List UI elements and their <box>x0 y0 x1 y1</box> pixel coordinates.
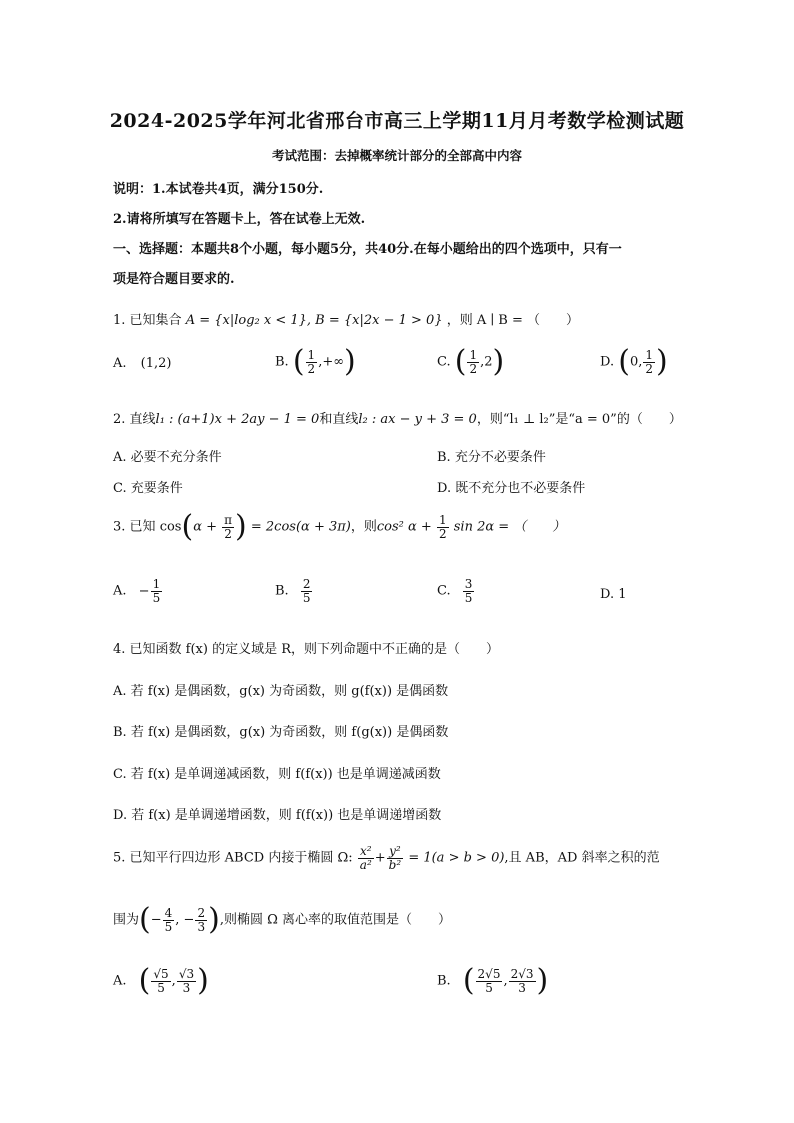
question-4: 4. 已知函数 f(x) 的定义域是 R，则下列命题中不正确的是（ ） <box>113 642 500 657</box>
exam-scope: 考试范围：去掉概率统计部分的全部高中内容 <box>271 148 522 163</box>
q2-option-a: A. 必要不充分条件 <box>113 450 222 465</box>
option-label: B. <box>275 583 289 599</box>
q1-option-b: B. ( $\frac{1}{2}$ ,+∞) <box>275 344 356 379</box>
q5-a2: a² <box>359 857 372 872</box>
q2-line-1: l₁ : (a+1)x + 2ay − 1 = 0 <box>155 412 320 427</box>
note-line-2: 2.请将所填写在答题卡上，答在试卷上无效. <box>113 212 366 227</box>
q1-prefix: 1. 已知集合 <box>113 313 182 328</box>
option-den: 5 <box>485 980 493 995</box>
q4-option-c: C. 若 f(x) 是单调递减函数，则 f(f(x)) 也是单调递减函数 <box>113 767 441 782</box>
q5-option-a: A. ( $\frac{√5}{5}$ , $\frac{√3}{3}$ ) <box>113 963 209 998</box>
q1-option-c: C. ( $\frac{1}{2}$ ,2) <box>437 344 505 379</box>
option-label: C. <box>437 583 451 599</box>
option-num: √3 <box>178 966 195 981</box>
option-sign: − <box>138 583 150 599</box>
option-label: C. <box>437 354 451 370</box>
question-2 <box>113 408 682 427</box>
option-value: 1 <box>618 587 627 602</box>
q5-prefix: 5. 已知平行四边形 ABCD 内接于椭圆 Ω: <box>113 850 353 866</box>
q3-cond-right: = 2cos(α + 3π) <box>250 519 351 535</box>
q2-mid: 和直线 <box>319 412 359 427</box>
option-num: √5 <box>153 966 169 981</box>
option-den: 5 <box>152 590 161 605</box>
q5-range-d2: 3 <box>197 919 206 934</box>
q3-option-d <box>600 587 627 602</box>
q5-line-2: 围为(− $\frac{4}{5}$ , − $\frac{2}{3}$ ),则椭圆 Ω 离心率的取值范围是（ ） <box>113 902 451 937</box>
q5-range-n2: 2 <box>197 905 206 920</box>
q3-comma: ，则 <box>350 519 377 535</box>
option-den: 5 <box>157 980 165 995</box>
section-heading-line-2: 项是符合题目要求的. <box>113 272 235 287</box>
section-heading-line-1: 一、选择题：本题共8个小题，每小题5分，共40分.在每小题给出的四个选项中，只有一 <box>113 242 622 257</box>
q2-prefix: 2. 直线 <box>113 412 156 427</box>
q3-option-b <box>275 578 313 604</box>
q3-option-c <box>437 578 475 604</box>
q3-expr-cos: cos² α + <box>376 519 432 535</box>
option-num: 2√3 <box>510 966 534 981</box>
note-line-1: 说明：1.本试卷共4页，满分150分. <box>113 182 324 197</box>
q2-option-c: C. 充要条件 <box>113 481 183 496</box>
q2-line-2: l₂ : ax − y + 3 = 0 <box>358 412 477 427</box>
option-label: B. <box>275 354 289 370</box>
q5-plus: + <box>374 850 386 866</box>
q1-sets: A = {x|log₂ x < 1}, B = {x|2x − 1 > 0} <box>185 313 443 328</box>
question-1 <box>113 309 579 328</box>
q3-prefix: 3. 已知 <box>113 519 156 535</box>
q4-option-a: A. 若 f(x) 是偶函数，g(x) 为奇函数，则 g(f(x)) 是偶函数 <box>113 684 449 699</box>
q2-suffix: ，则“l₁ ⊥ l₂”是“a = 0”的（ ） <box>476 412 682 427</box>
option-label: D. <box>600 587 615 602</box>
q2-option-b: B. 充分不必要条件 <box>437 450 546 465</box>
q5-line2-prefix: 围为 <box>113 912 140 928</box>
q5-range-sep: , − <box>175 912 195 928</box>
q3-half-den: 2 <box>438 526 447 541</box>
q5-line2-suffix: ,则椭圆 Ω 离心率的取值范围是（ ） <box>219 912 451 928</box>
option-num: 2√5 <box>477 966 501 981</box>
option-num: 1 <box>152 577 161 591</box>
option-value: (1,2) <box>140 356 172 371</box>
q1-option-a <box>113 356 172 371</box>
q3-alpha: α + <box>193 519 217 535</box>
q2-option-d: D. 既不充分也不必要条件 <box>437 481 586 496</box>
q3-half-num: 1 <box>438 512 447 527</box>
q3-pi: π <box>224 512 233 527</box>
page-title: 2024-2025学年河北省邢台市高三上学期11月月考数学检测试题 <box>109 110 685 132</box>
q3-two: 2 <box>224 526 232 541</box>
question-5 <box>113 845 660 871</box>
q5-range-n1: 4 <box>164 905 173 920</box>
q5-x2: x² <box>358 845 374 859</box>
option-den: 3 <box>182 980 191 995</box>
option-den: 5 <box>302 590 311 605</box>
q5-range-neg: − <box>150 912 162 928</box>
option-label: D. <box>600 354 615 370</box>
q4-option-d: D. 若 f(x) 是单调递增函数，则 f(f(x)) 也是单调递增函数 <box>113 808 442 823</box>
q5-eq: = 1(a > b > 0) <box>408 850 505 866</box>
option-label: B. <box>437 973 451 989</box>
question-3: 3. 已知 cos(α + $\frac{\pi}{2}$ ) = 2cos(α + 3π)，则cos² α + $\frac{1}{2}$ sin 2α = （ ） <box>113 509 566 544</box>
q5-b2: b² <box>388 857 402 872</box>
q3-expr-sin: sin 2α = （ ） <box>453 519 566 535</box>
option-label: A. <box>113 583 127 599</box>
q3-option-a <box>113 578 163 604</box>
option-den: 3 <box>518 980 526 995</box>
q5-option-b: B. ( $\frac{2√5}{5}$ , $\frac{2√3}{3}$ ) <box>437 963 549 998</box>
q5-suffix: ,且 AB，AD 斜率之积的范 <box>504 850 660 866</box>
q5-y2: y² <box>387 845 404 859</box>
option-label: A. <box>113 973 127 989</box>
q1-option-d: D. (0, $\frac{1}{2}$ ) <box>600 344 668 379</box>
q5-range-d1: 5 <box>164 919 173 934</box>
q1-suffix: ，则 A ∣ B = （ ） <box>446 313 580 328</box>
option-den: 5 <box>464 590 473 605</box>
q4-option-b: B. 若 f(x) 是偶函数，g(x) 为奇函数，则 f(g(x)) 是偶函数 <box>113 725 449 740</box>
option-num: 2 <box>302 577 311 591</box>
q3-cos: cos <box>159 519 182 535</box>
option-label: A. <box>113 356 127 371</box>
option-num: 3 <box>464 577 473 591</box>
